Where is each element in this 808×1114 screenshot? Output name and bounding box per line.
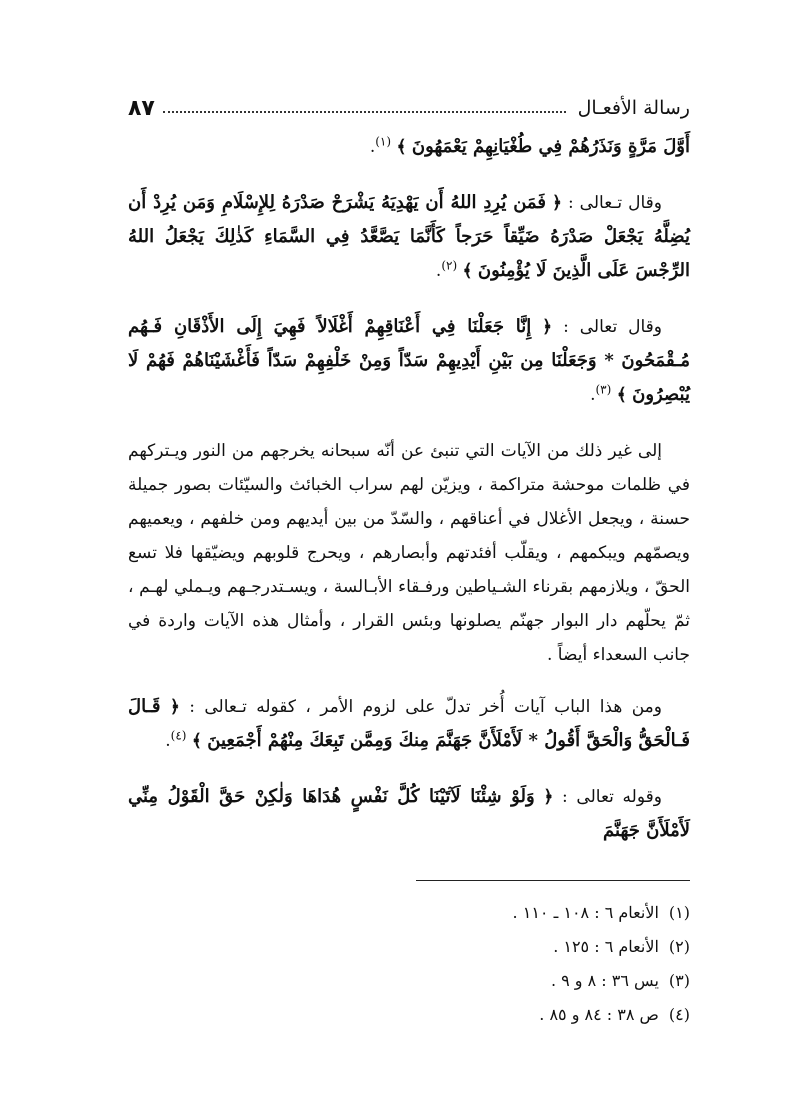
footnote-text: الأنعام ٦ : ١٠٨ ـ ١١٠ . [512, 903, 659, 922]
quran-verse: قَـالَ فَـالْحَقُّ وَالْحَقَّ أَقُولُ * لَأَمْلَأَنَّ جَهَنَّمَ مِنكَ وَمِمَّن تَبِعَكَ مِنْهُمْ أَجْمَعِينَ [128, 696, 690, 751]
period: . [590, 385, 596, 405]
verse-intro: وقال تـعالى : [567, 193, 662, 213]
verse-open-bracket: ﴿ [551, 193, 562, 213]
footnote-item [128, 896, 690, 930]
verse-paragraph-3 [128, 310, 690, 412]
footnote-text: ص ٣٨ : ٨٤ و ٨٥ . [539, 1005, 659, 1024]
footnote-ref: (٣) [595, 382, 612, 397]
footnote-number: (١) [668, 903, 690, 922]
running-title: رسالة الأفعـال [577, 97, 690, 119]
footnote-item [128, 930, 690, 964]
verse-close-bracket: ﴾ [616, 385, 627, 405]
verse-open-bracket: ﴿ [543, 787, 554, 807]
verse-close-bracket: ﴾ [396, 137, 407, 157]
verse-paragraph-1 [128, 130, 690, 164]
verse-intro: ومن هذا الباب آيات أُخر تدلّ على لزوم الأمر ، كقوله تـعالى : [189, 697, 662, 717]
verse-close-bracket: ﴾ [191, 731, 202, 751]
verse-intro: وقال تعالى : [563, 317, 662, 337]
footnote-item [128, 964, 690, 998]
period: . [165, 731, 171, 751]
footnote-number: (٣) [668, 971, 690, 990]
quran-verse: فَمَن يُرِدِ اللهُ أَن يَهْدِيَهُ يَشْرَحْ صَدْرَهُ لِلإِسْلَامِ وَمَن يُرِدْ أَن يُضِلَّهُ يَجْعَلْ صَدْرَهُ ضَيِّقاً حَرَجاً كَأَنَّمَا يَصَّعَّدُ فِي السَّمَاءِ كَذٰلِكَ يَجْعَلُ اللهُ الرِّجْسَ عَلَى الَّذِينَ لَا يُؤْمِنُونَ [128, 192, 690, 281]
verse-paragraph-2 [128, 186, 690, 288]
quran-verse: إِنَّا جَعَلْنَا فِي أَعْنَاقِهِمْ أَغْلَالاً فَهِيَ إِلَى الأَذْقَانِ فَـهُم مُـقْمَحُونَ * وَجَعَلْنَا مِن بَيْنِ أَيْدِيهِمْ سَدّاً وَمِنْ خَلْفِهِمْ سَدّاً فَأَغْشَيْنَاهُمْ فَهُمْ لَا يُبْصِرُونَ [128, 316, 690, 405]
footnote-divider [416, 880, 690, 881]
quran-verse: أَوَّلَ مَرَّةٍ وَنَذَرُهُمْ فِي طُغْيَانِهِمْ يَعْمَهُونَ [411, 136, 690, 157]
verse-open-bracket: ﴿ [542, 317, 553, 337]
footnote-text: يس ٣٦ : ٨ و ٩ . [550, 971, 659, 990]
period: . [435, 261, 442, 281]
page-number: ٨٧ [128, 95, 155, 121]
footnote-ref: (١) [375, 134, 392, 149]
footnote-text: الأنعام ٦ : ١٢٥ . [553, 937, 659, 956]
verse-paragraph-4 [128, 690, 690, 758]
footnotes [128, 896, 690, 1032]
prose-text: إلى غير ذلك من الآيات التي تنبئ عن أنّه سبحانه يخرجهم من النور ويـتركهم في ظلمات موحشة متراكمة ، ويزيّن لهم سراب الخبائث والسيّئات بصور جميلة حسنة ، ويجعل الأغلال في أعناقهم ، والسّدّ من بين أيديهم ومن خلفهم ، ويعميهم ويصمّهم ويبكمهم ، ويقلّب أفئدتهم وأبصارهم ، ويحرج قلوبهم ويضيّقها فلا تسع الحقّ ، ويلازمهم بقرناء الشـياطين ورفـقاء الأبـالسة ، ويسـتدرجـهم ويـملي لهـم ، ثمّ يحلّهم دار البوار جهنّم يصلونها وبئس القرار ، وأمثال هذه الآيات واردة في جانب السعداء أيضاً . [128, 441, 690, 665]
verse-paragraph-5 [128, 780, 690, 848]
footnote-ref: (٤) [170, 728, 187, 743]
page-header [128, 90, 690, 126]
footnote-item [128, 998, 690, 1032]
verse-close-bracket: ﴾ [462, 261, 473, 281]
period: . [369, 137, 376, 157]
page-body [128, 130, 690, 870]
footnote-ref: (٢) [441, 258, 458, 273]
verse-intro: وقوله تعالى : [562, 787, 662, 807]
prose-paragraph [128, 434, 690, 672]
quran-verse: وَلَوْ شِئْنَا لَآتَيْنَا كُلَّ نَفْسٍ هُدَاهَا وَلٰكِنْ حَقَّ الْقَوْلُ مِنِّي لَأَمْلَأَنَّ جَهَنَّمَ [128, 786, 690, 841]
leader-dots [163, 111, 566, 113]
footnote-number: (٢) [668, 937, 690, 956]
verse-open-bracket: ﴿ [169, 697, 180, 717]
footnote-number: (٤) [668, 1005, 690, 1024]
